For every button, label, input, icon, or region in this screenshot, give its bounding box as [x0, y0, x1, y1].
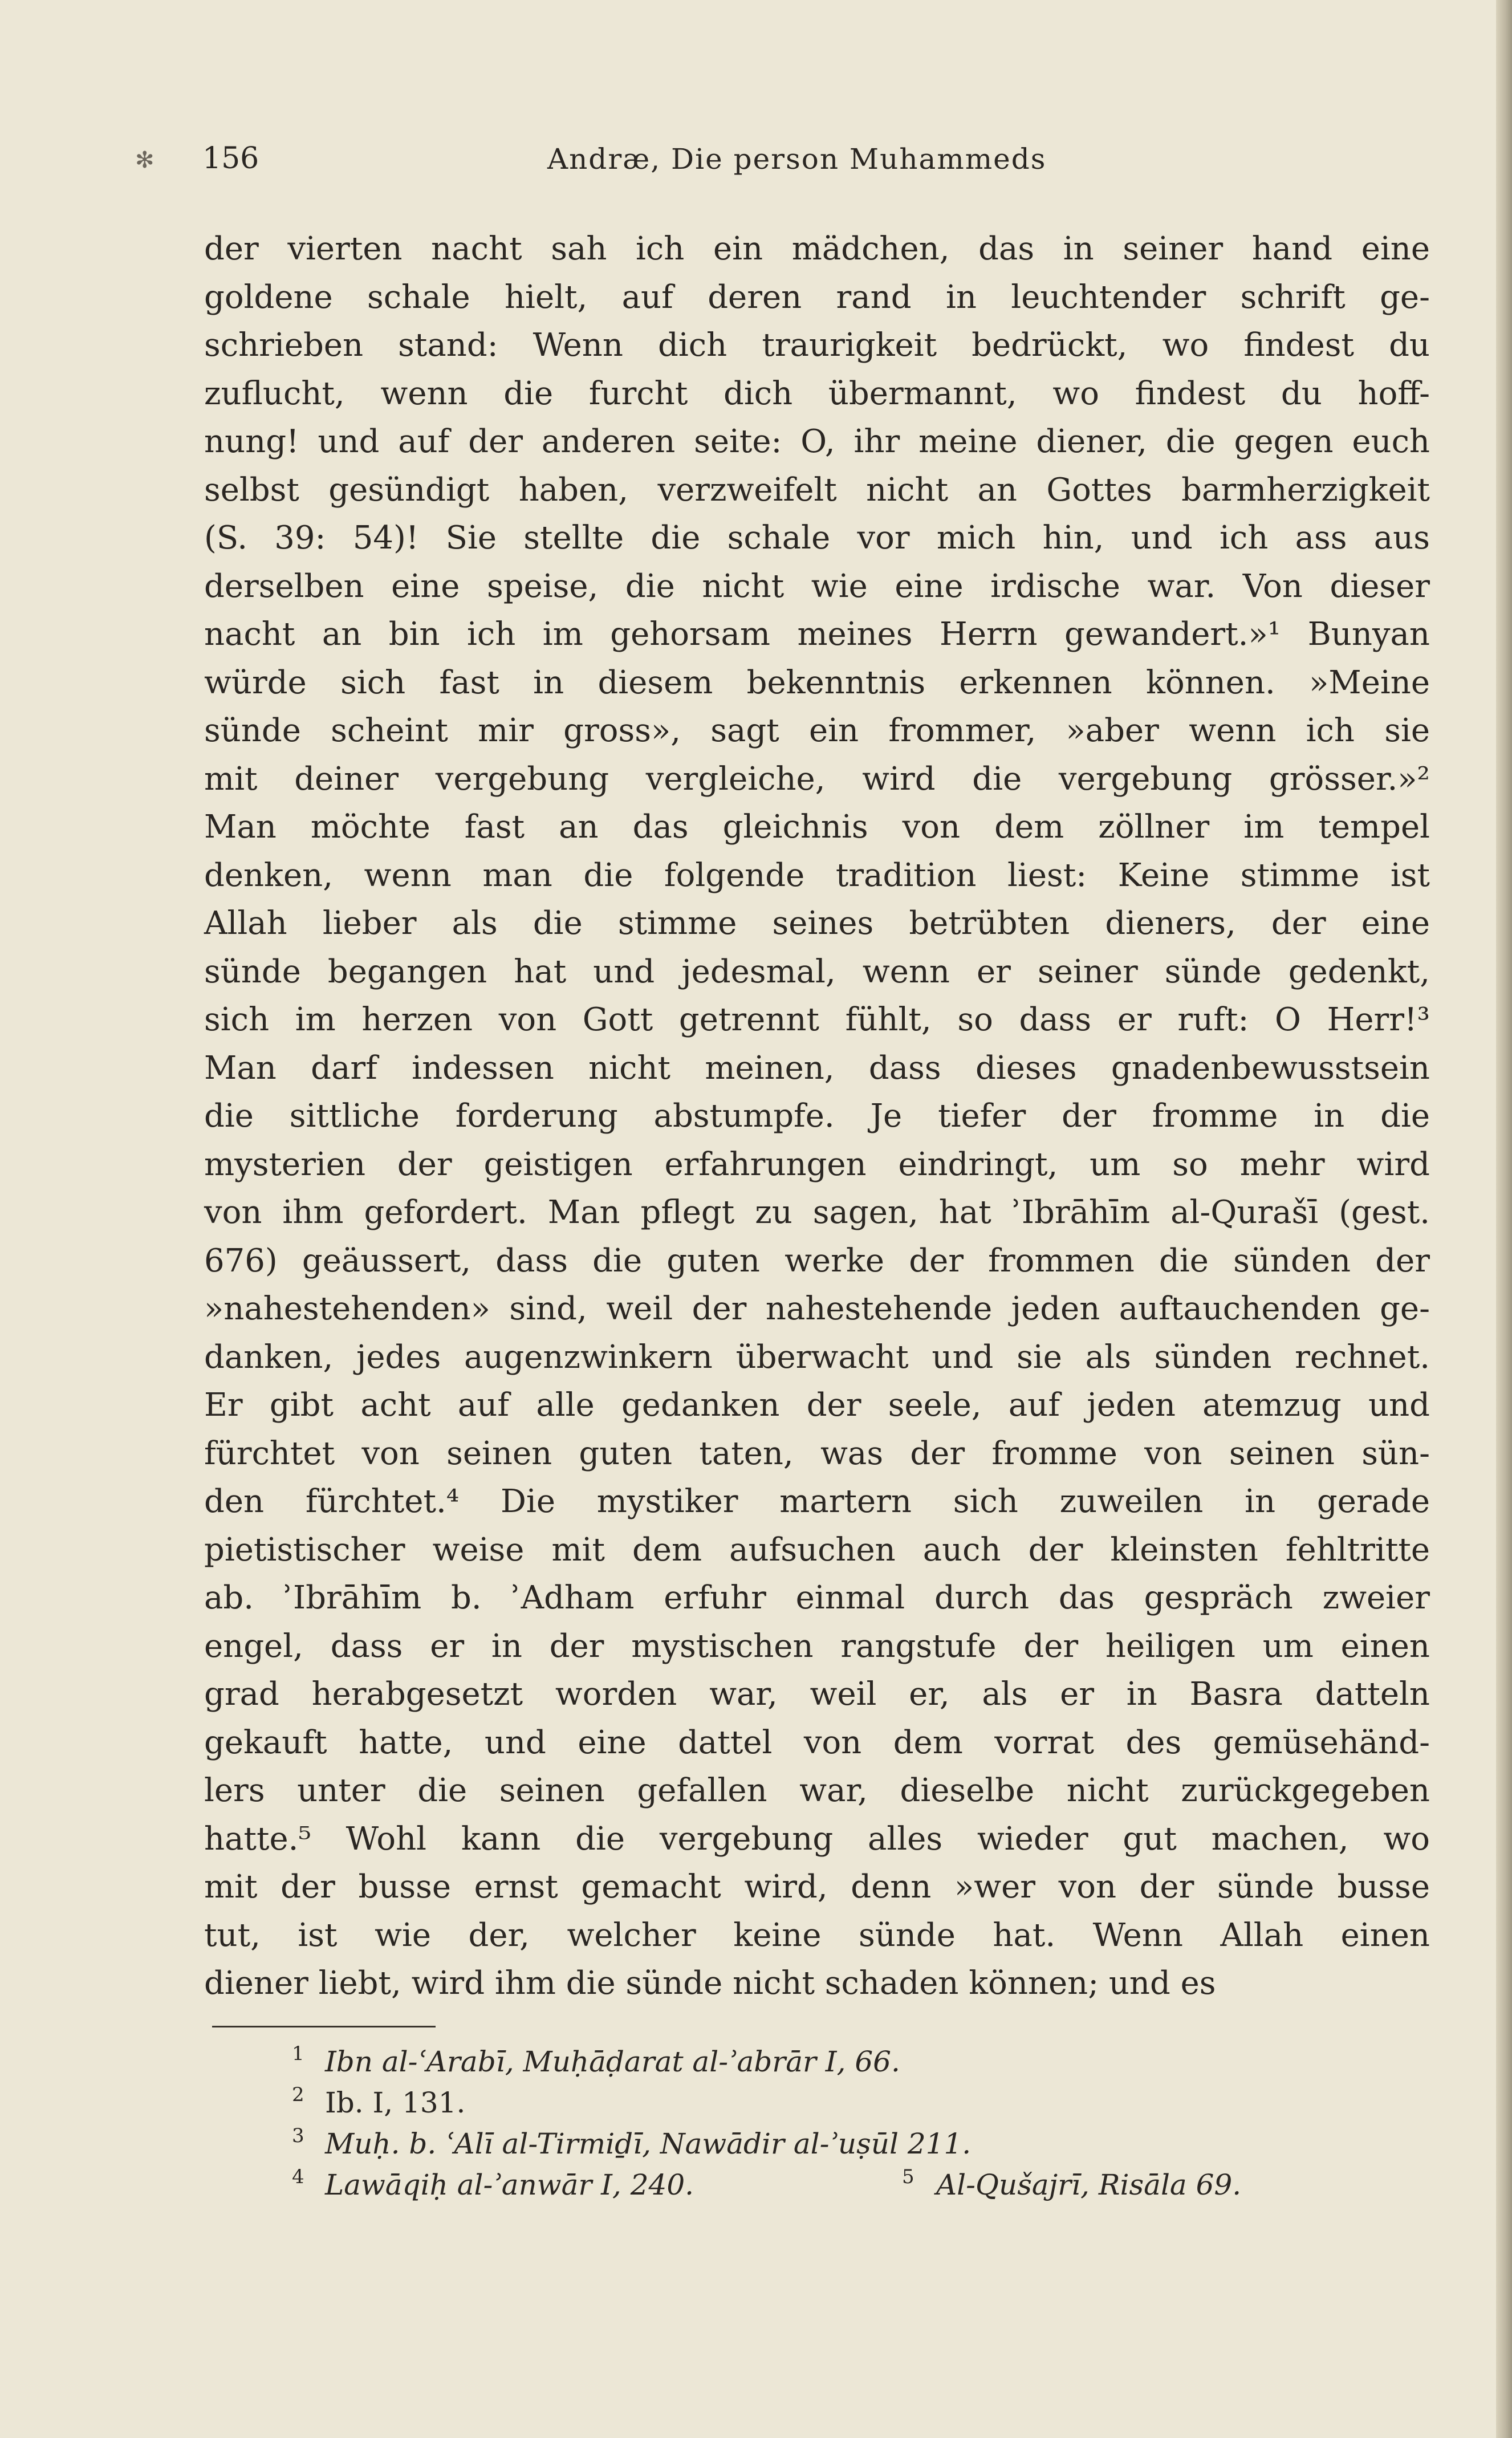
footnote-number: 4 — [292, 2165, 304, 2188]
text-line: danken, jedes augenzwinkern überwacht und sie als sünden rechnet. — [204, 1338, 1430, 1376]
footnote-number: 2 — [292, 2083, 304, 2106]
footnote-number: 3 — [292, 2124, 304, 2147]
text-line: der vierten nacht sah ich ein mädchen, das in seiner hand eine — [204, 230, 1430, 267]
body-text — [204, 225, 1430, 2008]
text-line: sich im herzen von Gott getrennt fühlt, so dass er ruft: O Herr!³ — [204, 1001, 1430, 1038]
text-line: von ihm gefordert. Man pflegt zu sagen, hat ʾIbrāhīm al-Qurašī (gest. — [204, 1194, 1430, 1231]
running-head: Andræ, Die person Muhammeds — [547, 143, 1047, 176]
text-line: pietistischer weise mit dem aufsuchen auch der kleinsten fehltritte — [204, 1531, 1430, 1569]
text-line: fürchtet von seinen guten taten, was der fromme von seinen sün- — [204, 1435, 1430, 1472]
text-line: den fürchtet.⁴ Die mystiker martern sich zuweilen in gerade — [204, 1483, 1430, 1520]
text-line: derselben eine speise, die nicht wie eine irdische war. Von dieser — [204, 567, 1430, 605]
footnote-number: 1 — [292, 2042, 304, 2065]
text-line: schrieben stand: Wenn dich traurigkeit bedrückt, wo findest du — [204, 327, 1430, 364]
text-line: mysterien der geistigen erfahrungen eindringt, um so mehr wird — [204, 1145, 1430, 1183]
text-line: tut, ist wie der, welcher keine sünde hat. Wenn Allah einen — [204, 1916, 1430, 1954]
text-line: ab. ʾIbrāhīm b. ʾAdham erfuhr einmal durch das gespräch zweier — [204, 1579, 1430, 1616]
page-edge-shadow — [1496, 0, 1512, 2438]
text-line: »nahestehenden» sind, weil der nahestehende jeden auftauchenden ge- — [204, 1290, 1430, 1327]
footnote-number: 5 — [902, 2165, 914, 2188]
text-line: grad herabgesetzt worden war, weil er, als er in Basra datteln — [204, 1676, 1430, 1713]
footnote-text: Muḥ. b. ʿAlī al-Tirmiḏī, Nawādir al-ʾuṣūl 211. — [325, 2127, 972, 2160]
footnotes — [292, 2041, 1426, 2205]
text-line: denken, wenn man die folgende tradition liest: Keine stimme ist — [204, 856, 1430, 894]
footnote-text: Ib. I, 131. — [325, 2086, 466, 2119]
footnote — [292, 2041, 1426, 2082]
text-line: zuflucht, wenn die furcht dich übermannt, wo findest du hoff- — [204, 375, 1430, 412]
text-line: Man möchte fast an das gleichnis von dem zöllner im tempel — [204, 808, 1430, 846]
text-line: engel, dass er in der mystischen rangstufe der heiligen um einen — [204, 1627, 1430, 1665]
text-line: lers unter die seinen gefallen war, dieselbe nicht zurückgegeben — [204, 1772, 1430, 1809]
text-line: mit der busse ernst gemacht wird, denn »wer von der sünde busse — [204, 1868, 1430, 1905]
margin-mark-icon: ✻ — [135, 147, 155, 173]
footnote-text: Lawāqiḥ al-ʾanwār I, 240. — [325, 2168, 694, 2201]
footnote — [292, 2123, 1426, 2164]
text-line: mit deiner vergebung vergleiche, wird die vergebung grösser.»² — [204, 760, 1430, 798]
text-line: nung! und auf der anderen seite: O, ihr meine diener, die gegen euch — [204, 423, 1430, 460]
text-line: sünde scheint mir gross», sagt ein frommer, »aber wenn ich sie — [204, 712, 1430, 749]
text-line: gekauft hatte, und eine dattel von dem vorrat des gemüsehänd- — [204, 1724, 1430, 1761]
page-number: 156 — [202, 141, 259, 176]
text-line: Allah lieber als die stimme seines betrübten dieners, der eine — [204, 905, 1430, 942]
text-line: sünde begangen hat und jedesmal, wenn er seiner sünde gedenkt, — [204, 953, 1430, 990]
text-line: Er gibt acht auf alle gedanken der seele, auf jeden atemzug und — [204, 1387, 1430, 1424]
text-line: die sittliche forderung abstumpfe. Je tiefer der fromme in die — [204, 1098, 1430, 1135]
text-line: Man darf indessen nicht meinen, dass dieses gnadenbewusstsein — [204, 1049, 1430, 1087]
text-line: nacht an bin ich im gehorsam meines Herrn gewandert.»¹ Bunyan — [204, 616, 1430, 653]
text-line: diener liebt, wird ihm die sünde nicht schaden können; und es — [204, 1965, 1216, 2002]
text-line: würde sich fast in diesem bekenntnis erkennen können. »Meine — [204, 664, 1430, 701]
page-header — [128, 141, 1303, 181]
text-line: (S. 39: 54)! Sie stellte die schale vor mich hin, und ich ass aus — [204, 519, 1430, 556]
footnote-rule — [212, 2026, 436, 2027]
footnote — [292, 2082, 1426, 2123]
footnote-text: Al-Qušajrī, Risāla 69. — [936, 2168, 1242, 2201]
text-line: selbst gesündigt haben, verzweifelt nicht an Gottes barmherzigkeit — [204, 471, 1430, 509]
text-line: goldene schale hielt, auf deren rand in leuchtender schrift ge- — [204, 278, 1430, 316]
text-line: 676) geäussert, dass die guten werke der frommen die sünden der — [204, 1242, 1430, 1279]
footnote — [292, 2164, 1426, 2205]
footnote-text: Ibn al-ʿArabī, Muḥāḍarat al-ʾabrār I, 66. — [325, 2045, 900, 2078]
text-line: hatte.⁵ Wohl kann die vergebung alles wieder gut machen, wo — [204, 1820, 1430, 1858]
